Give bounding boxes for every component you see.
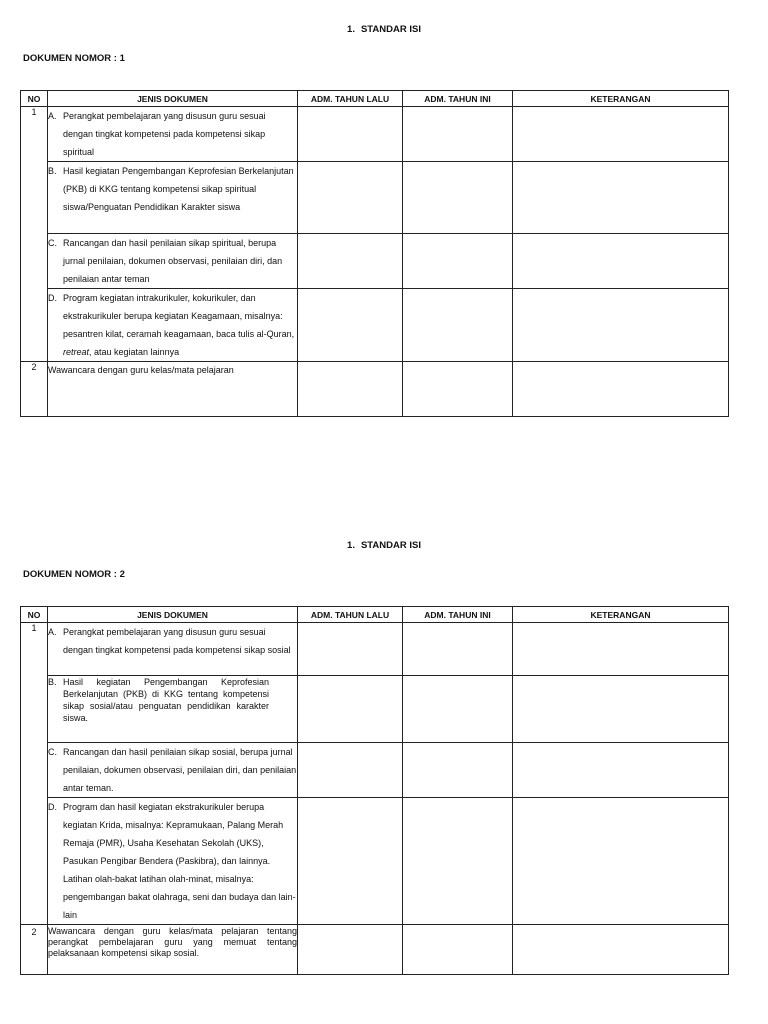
interview-item: Wawancara dengan guru kelas/mata pelajaran tentang perangkat pembelajaran guru yang memuat tentang pelaksanaan kompetensi sikap sosial. bbox=[48, 925, 298, 975]
col-header-adm-tahun-ini: ADM. TAHUN INI bbox=[403, 607, 513, 623]
table-header-row bbox=[21, 91, 729, 107]
list-item: A. Perangkat pembelajaran yang disusun guru sesuai dengan tingkat kompetensi pada kompetensi sikap sosial bbox=[48, 623, 298, 676]
cell-keterangan bbox=[513, 676, 729, 743]
document-number: DOKUMEN NOMOR : 2 bbox=[23, 569, 125, 580]
list-item: B. Hasil kegiatan Pengembangan Keprofesian Berkelanjutan (PKB) di KKG tentang kompetensi sikap spiritual siswa/Penguatan Pendidikan Karakter siswa bbox=[48, 162, 298, 234]
section-heading: 1. STANDAR ISI bbox=[347, 540, 421, 551]
list-item: B. Hasil kegiatan Pengembangan Keprofesian Berkelanjutan (PKB) di KKG tentang kompetensi sikap sosial/atau penguatan pendidikan karakter siswa. bbox=[48, 676, 298, 743]
cell-adm-tahun-ini bbox=[403, 925, 513, 975]
list-item: D. Program dan hasil kegiatan ekstrakurikuler berupa kegiatan Krida, misalnya: Kepramukaan, Palang Merah Remaja (PMR), Usaha Kesehatan Sekolah (UKS), Pasukan Pengibar Bendera (Paskibra), dan lainnya. Latihan olah-bakat latihan olah-minat, misalnya: pengembangan bakat olahraga, seni dan budaya dan lain-lain bbox=[48, 798, 298, 925]
document-table bbox=[20, 606, 729, 975]
interview-item: Wawancara dengan guru kelas/mata pelajaran bbox=[48, 362, 298, 417]
table-row bbox=[21, 289, 729, 362]
cell-adm-tahun-lalu bbox=[298, 362, 403, 417]
list-item: A. Perangkat pembelajaran yang disusun guru sesuai dengan tingkat kompetensi pada kompetensi sikap spiritual bbox=[48, 107, 298, 162]
cell-keterangan bbox=[513, 623, 729, 676]
col-header-keterangan: KETERANGAN bbox=[513, 91, 729, 107]
cell-adm-tahun-ini bbox=[403, 623, 513, 676]
cell-adm-tahun-lalu bbox=[298, 623, 403, 676]
cell-keterangan bbox=[513, 743, 729, 798]
cell-keterangan bbox=[513, 162, 729, 234]
cell-adm-tahun-lalu bbox=[298, 925, 403, 975]
row-number: 1 bbox=[21, 623, 48, 925]
cell-adm-tahun-lalu bbox=[298, 107, 403, 162]
list-item: C. Rancangan dan hasil penilaian sikap sosial, berupa jurnal penilaian, dokumen observasi, penilaian diri, dan penilaian antar teman. bbox=[48, 743, 298, 798]
table-row bbox=[21, 107, 729, 162]
table-row bbox=[21, 925, 729, 975]
cell-adm-tahun-ini bbox=[403, 743, 513, 798]
table-row bbox=[21, 234, 729, 289]
table-row bbox=[21, 623, 729, 676]
table-row bbox=[21, 162, 729, 234]
cell-adm-tahun-lalu bbox=[298, 234, 403, 289]
section-heading: 1. STANDAR ISI bbox=[347, 24, 421, 35]
cell-adm-tahun-ini bbox=[403, 362, 513, 417]
document-number: DOKUMEN NOMOR : 1 bbox=[23, 53, 125, 64]
cell-keterangan bbox=[513, 362, 729, 417]
col-header-adm-tahun-lalu: ADM. TAHUN LALU bbox=[298, 607, 403, 623]
cell-adm-tahun-lalu bbox=[298, 743, 403, 798]
cell-adm-tahun-ini bbox=[403, 107, 513, 162]
col-header-jenis-dokumen: JENIS DOKUMEN bbox=[48, 607, 298, 623]
cell-keterangan bbox=[513, 798, 729, 925]
col-header-no: NO bbox=[21, 91, 48, 107]
cell-adm-tahun-ini bbox=[403, 676, 513, 743]
list-item: D. Program kegiatan intrakurikuler, kokurikuler, dan ekstrakurikuler berupa kegiatan Keagamaan, misalnya: pesantren kilat, ceramah keagamaan, baca tulis al-Quran, retreat, atau kegiatan lainnya bbox=[48, 289, 298, 362]
col-header-no: NO bbox=[21, 607, 48, 623]
col-header-adm-tahun-lalu: ADM. TAHUN LALU bbox=[298, 91, 403, 107]
cell-adm-tahun-lalu bbox=[298, 676, 403, 743]
table-row bbox=[21, 676, 729, 743]
table-row bbox=[21, 362, 729, 417]
cell-adm-tahun-lalu bbox=[298, 798, 403, 925]
cell-adm-tahun-ini bbox=[403, 162, 513, 234]
cell-keterangan bbox=[513, 107, 729, 162]
table-header-row bbox=[21, 607, 729, 623]
list-item: C. Rancangan dan hasil penilaian sikap spiritual, berupa jurnal penilaian, dokumen observasi, penilaian diri, dan penilaian antar teman bbox=[48, 234, 298, 289]
row-number: 2 bbox=[21, 362, 48, 417]
table-row bbox=[21, 743, 729, 798]
table-row bbox=[21, 798, 729, 925]
cell-keterangan bbox=[513, 289, 729, 362]
col-header-keterangan: KETERANGAN bbox=[513, 607, 729, 623]
col-header-adm-tahun-ini: ADM. TAHUN INI bbox=[403, 91, 513, 107]
cell-adm-tahun-ini bbox=[403, 234, 513, 289]
col-header-jenis-dokumen: JENIS DOKUMEN bbox=[48, 91, 298, 107]
cell-keterangan bbox=[513, 234, 729, 289]
cell-adm-tahun-lalu bbox=[298, 289, 403, 362]
cell-adm-tahun-ini bbox=[403, 798, 513, 925]
document-table bbox=[20, 90, 729, 417]
cell-adm-tahun-ini bbox=[403, 289, 513, 362]
cell-keterangan bbox=[513, 925, 729, 975]
cell-adm-tahun-lalu bbox=[298, 162, 403, 234]
row-number: 2 bbox=[21, 925, 48, 975]
row-number: 1 bbox=[21, 107, 48, 362]
